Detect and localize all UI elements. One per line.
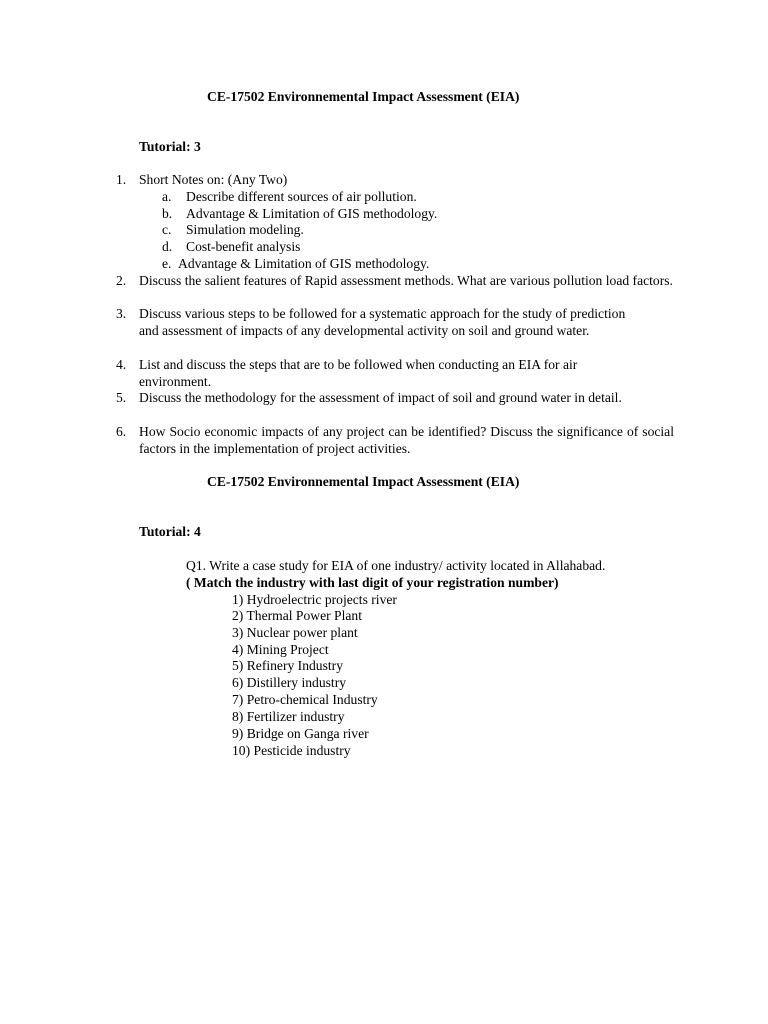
industry-item: 10) Pesticide industry <box>232 743 351 758</box>
question-text: List and discuss the steps that are to be followed when conducting an EIA for air environment. <box>139 357 578 389</box>
sub-item-text: Simulation modeling. <box>186 222 304 237</box>
tutorial-4-heading: Tutorial: 4 <box>139 524 201 539</box>
course-title-2: CE-17502 Environnemental Impact Assessment (EIA) <box>207 474 520 489</box>
question-number: 5. <box>116 390 127 405</box>
sub-item-letter: b. <box>162 206 173 221</box>
sub-item-text: Advantage & Limitation of GIS methodology. <box>178 256 430 271</box>
tutorial-3-heading: Tutorial: 3 <box>139 139 201 154</box>
industry-item: 7) Petro-chemical Industry <box>232 692 378 707</box>
sub-item-text: Describe different sources of air pollution. <box>186 189 417 204</box>
instruction-text: ( Match the industry with last digit of your registration number) <box>186 575 559 590</box>
industry-item: 2) Thermal Power Plant <box>232 608 362 623</box>
industry-item: 8) Fertilizer industry <box>232 709 345 724</box>
question-number: 2. <box>116 273 127 288</box>
sub-item-letter: e. <box>162 256 172 271</box>
industry-item: 9) Bridge on Ganga river <box>232 726 369 741</box>
question-text: How Socio economic impacts of any project can be identified? Discuss the significance of social factors in the implementation of project activities. <box>139 424 674 456</box>
question-number: 3. <box>116 306 127 321</box>
question-number: 6. <box>116 424 127 439</box>
case-study-question: Q1. Write a case study for EIA of one industry/ activity located in Allahabad. <box>186 558 606 573</box>
question-number: 4. <box>116 357 127 372</box>
sub-item-text: Cost-benefit analysis <box>186 239 301 254</box>
question-text: Discuss various steps to be followed for a systematic approach for the study of prediction and assessment of impacts of any developmental activity on soil and ground water. <box>139 306 626 338</box>
industry-item: 4) Mining Project <box>232 642 329 657</box>
sub-item-letter: c. <box>162 222 172 237</box>
industry-item: 1) Hydroelectric projects river <box>232 592 397 607</box>
industry-item: 5) Refinery Industry <box>232 658 343 673</box>
course-title-1: CE-17502 Environnemental Impact Assessment (EIA) <box>207 89 520 104</box>
question-number: 1. <box>116 172 127 187</box>
sub-item-letter: a. <box>162 189 172 204</box>
sub-item-letter: d. <box>162 239 173 254</box>
question-text: Short Notes on: (Any Two) <box>139 172 288 187</box>
industry-item: 3) Nuclear power plant <box>232 625 358 640</box>
industry-item: 6) Distillery industry <box>232 675 347 690</box>
sub-item-text: Advantage & Limitation of GIS methodology. <box>186 206 438 221</box>
question-text: Discuss the salient features of Rapid assessment methods. What are various pollution load factors. <box>139 273 673 288</box>
question-text: Discuss the methodology for the assessment of impact of soil and ground water in detail. <box>139 390 622 405</box>
